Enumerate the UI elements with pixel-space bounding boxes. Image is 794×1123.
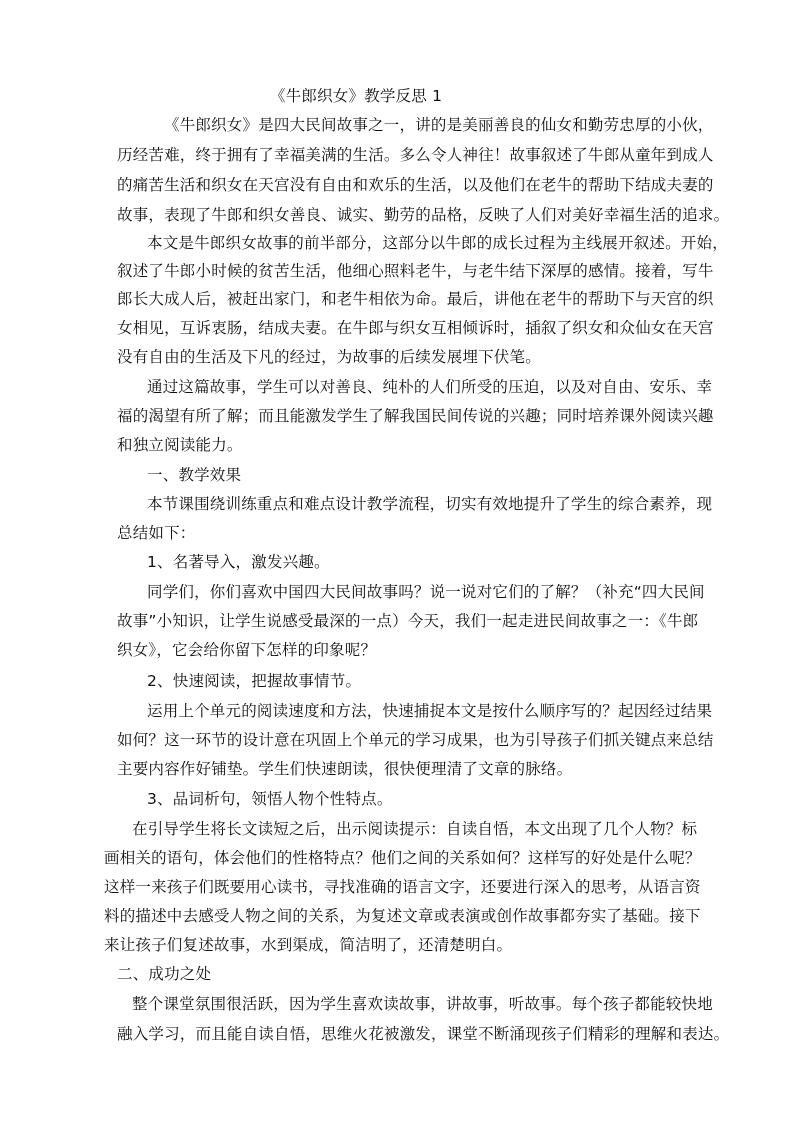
paragraph-7-line: 画相关的语句，体会他们的性格特点？他们之间的关系如何？这样写的好处是什么呢？	[104, 849, 701, 867]
paragraph-4-line: 总结如下：	[117, 524, 196, 542]
paragraph-8-line: 整个课堂氛围很活跃，因为学生喜欢读故事，讲故事，听故事。每个孩子都能较快地	[132, 995, 713, 1013]
paragraph-7-line: 料的描述中去感受人物之间的关系，为复述文章或表演或创作故事都夯实了基础。接下	[104, 907, 701, 925]
paragraph-7-line: 这样一来孩子们既要用心读书，寻找准确的语言文字，还要进行深入的思考，从语言资	[104, 878, 701, 896]
paragraph-2-line: 郎长大成人后，被赶出家门，和老牛相依为命。最后，讲他在老牛的帮助下与天宫的织	[117, 290, 714, 308]
paragraph-2-line: 叙述了牛郎小时候的贫苦生活，他细心照料老牛，与老牛结下深厚的感情。接着，写牛	[117, 262, 714, 280]
paragraph-3-line: 福的渴望有所了解；而且能激发学生了解我国民间传说的兴趣；同时培养课外阅读兴趣	[117, 407, 714, 425]
paragraph-7-line: 在引导学生将长文读短之后，出示阅读提示：自读自悟，本文出现了几个人物？标	[132, 820, 698, 838]
paragraph-5-line: 织女》，它会给你留下怎样的印象呢？	[117, 641, 377, 659]
paragraph-6-line: 运用上个单元的阅读速度和方法，快速捕捉本文是按什么顺序写的？起因经过结果	[147, 702, 713, 720]
paragraph-4-line: 本节课围绕训练重点和难点设计教学流程，切实有效地提升了学生的综合素养，现	[147, 495, 713, 513]
document-title: 《牛郎织女》教学反思 1	[270, 87, 443, 105]
sub-heading: 2、快速阅读，把握故事情节。	[147, 672, 362, 690]
paragraph-6-line: 如何？这一环节的设计意在巩固上个单元的学习成果，也为引导孩子们抓关键点来总结	[117, 731, 714, 749]
paragraph-2-line: 没有自由的生活及下凡的经过，为故事的后续发展埋下伏笔。	[117, 348, 541, 366]
paragraph-1-line: 故事，表现了牛郎和织女善良、诚实、勤劳的品格，反映了人们对美好幸福生活的追求。	[117, 206, 730, 224]
paragraph-5-line: 故事”小知识，让学生说感受最深的一点）今天，我们一起走进民间故事之一：《牛郎	[117, 612, 699, 630]
paragraph-5-line: 同学们，你们喜欢中国四大民间故事吗？说一说对它们的了解？（补充“四大民间	[147, 583, 705, 601]
paragraph-2-line: 本文是牛郎织女故事的前半部分，这部分以牛郎的成长过程为主线展开叙述。开始，	[147, 234, 728, 252]
paragraph-7-line: 来让孩子们复述故事，水到渠成，简洁明了，还清楚明白。	[104, 936, 513, 954]
paragraph-1-line: 历经苦难，终于拥有了幸福美满的生活。多么令人神往！故事叙述了牛郎从童年到成人	[117, 146, 714, 164]
paragraph-6-line: 主要内容作好铺垫。学生们快速朗读，很快便理清了文章的脉络。	[117, 760, 573, 778]
section-heading: 二、成功之处	[117, 965, 212, 983]
paragraph-1-line: 《牛郎织女》是四大民间故事之一，讲的是美丽善良的仙女和勤劳忠厚的小伙，	[164, 116, 714, 134]
paragraph-1-line: 的痛苦生活和织女在天宫没有自由和欢乐的生活，以及他们在老牛的帮助下结成夫妻的	[117, 176, 714, 194]
paragraph-3-line: 和独立阅读能力。	[117, 436, 243, 454]
paragraph-3-line: 通过这篇故事，学生可以对善良、纯朴的人们所受的压迫，以及对自由、安乐、幸	[147, 378, 713, 396]
paragraph-8-line: 融入学习，而且能自读自悟，思维火花被激发，课堂不断涌现孩子们精彩的理解和表达。	[117, 1025, 730, 1043]
section-heading: 一、教学效果	[147, 466, 242, 484]
paragraph-2-line: 女相见，互诉衷肠，结成夫妻。在牛郎与织女互相倾诉时，插叙了织女和众仙女在天宫	[117, 319, 714, 337]
sub-heading: 3、品词析句，领悟人物个性特点。	[147, 790, 393, 808]
sub-heading: 1、名著导入，激发兴趣。	[147, 553, 330, 571]
